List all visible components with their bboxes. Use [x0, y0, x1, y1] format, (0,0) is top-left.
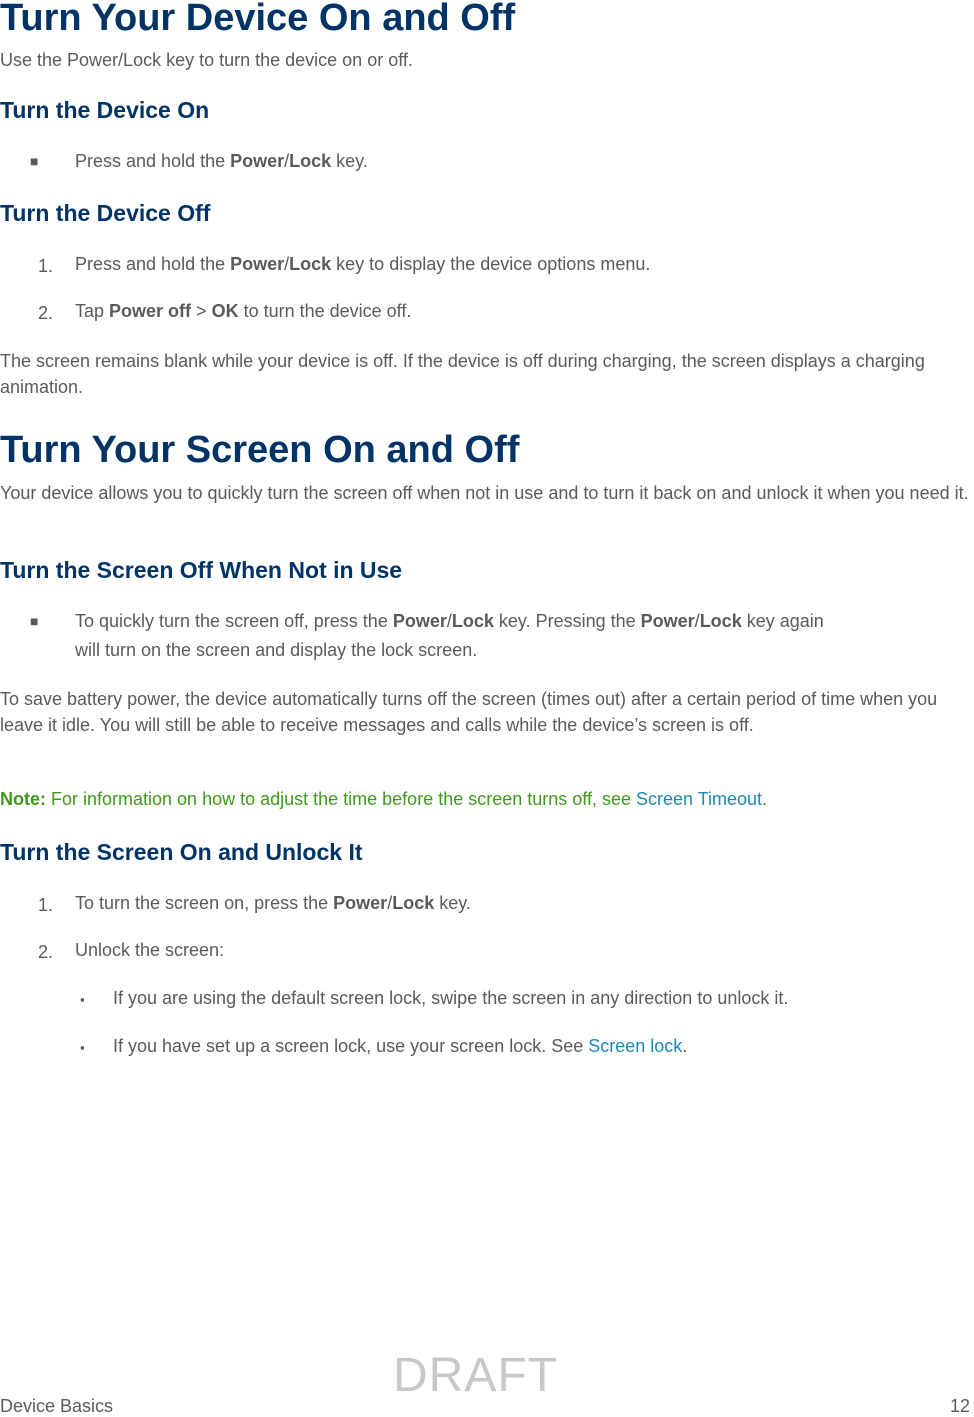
screen-lock-link[interactable]: Screen lock [588, 1036, 683, 1056]
note-label: Note: [0, 789, 46, 809]
sub-list-item-default-lock: If you are using the default screen lock, swipe the screen in any direction to unlock it. [113, 988, 789, 1008]
sub-bullet-icon: ▪ [80, 1040, 85, 1055]
list-item-device-off-step1: Press and hold the Power/Lock key to display the device options menu. [75, 254, 651, 274]
list-item-device-on: Press and hold the Power/Lock key. [75, 151, 368, 171]
list-item-screen-off-line1: To quickly turn the screen off, press the Power/Lock key. Pressing the Power/Lock key again [75, 611, 824, 631]
step-number: 2. [38, 942, 54, 962]
square-bullet-icon: ■ [30, 153, 39, 169]
paragraph-timeout: To save battery power, the device automatically turns off the screen (times out) after a certain period of time when you leave it idle. You will still be able to receive messages and calls while the device’s screen is off. [0, 689, 938, 735]
note: Note: For information on how to adjust the time before the screen turns off, see Screen Timeout. [0, 789, 768, 809]
sub-bullet-icon: ▪ [80, 992, 85, 1007]
section-title-device: Turn Your Device On and Off [0, 0, 516, 39]
list-item-screen-off-line2: will turn on the screen and display the lock screen. [75, 640, 478, 660]
subheading-device-on: Turn the Device On [0, 97, 210, 123]
section-intro-screen: Your device allows you to quickly turn the screen off when not in use and to turn it back on and unlock it when you need it. [0, 483, 969, 503]
list-item-device-off-step2: Tap Power off > OK to turn the device off. [75, 301, 412, 321]
list-item-screen-on-step1: To turn the screen on, press the Power/Lock key. [75, 893, 471, 913]
subheading-device-off: Turn the Device Off [0, 200, 211, 226]
step-number: 1. [38, 256, 54, 276]
step-number: 1. [38, 895, 54, 915]
step-number: 2. [38, 303, 54, 323]
subheading-screen-off: Turn the Screen Off When Not in Use [0, 557, 403, 583]
sub-list-item-screen-lock: If you have set up a screen lock, use your screen lock. See Screen lock. [113, 1036, 688, 1056]
paragraph-device-off-note: The screen remains blank while your device is off. If the device is off during charging, the screen displays a charging animation. [0, 351, 925, 397]
draft-watermark: DRAFT [393, 1349, 558, 1402]
subheading-screen-on: Turn the Screen On and Unlock It [0, 839, 363, 865]
footer-section-name: Device Basics [0, 1396, 114, 1416]
list-item-screen-on-step2: Unlock the screen: [75, 940, 225, 960]
section-intro-device: Use the Power/Lock key to turn the device on or off. [0, 50, 413, 70]
screen-timeout-link[interactable]: Screen Timeout [635, 789, 763, 809]
footer-page-number: 12 [949, 1396, 970, 1416]
section-title-screen: Turn Your Screen On and Off [0, 429, 520, 471]
square-bullet-icon: ■ [30, 613, 39, 629]
